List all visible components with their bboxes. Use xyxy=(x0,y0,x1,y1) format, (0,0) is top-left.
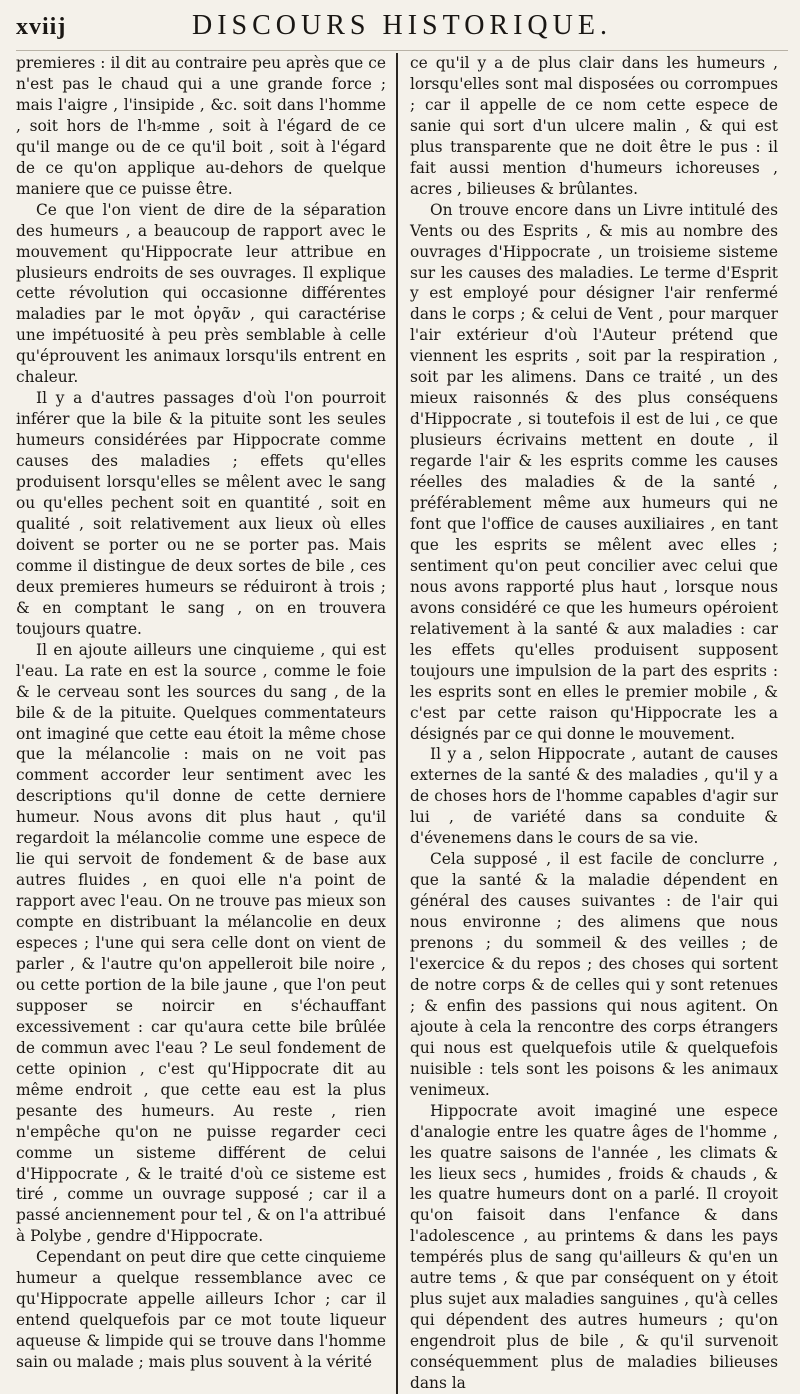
paragraph: Hippocrate avoit imaginé une espece d'analogie entre les quatre âges de l'homme , les quatre saisons de l'année , les climats & les lieux secs , humides , froids & chauds , & les quatre humeurs dont on a parlé. Il croyoit qu'on faisoit dans l'enfance & dans l'adolescence , au printems & dans les pays tempérés plus de sang qu'ailleurs & qu'en un autre tems , & que par conséquent on y étoit plus sujet aux maladies sanguines , qu'à celles qui dépendent des autres humeurs ; qu'on engendroit plus de bile , & qu'il survenoit conséquemment plus de maladies bilieuses dans la xyxy=(410,1101,778,1393)
right-column xyxy=(400,53,778,1394)
column-divider xyxy=(396,53,398,1394)
paragraph: Cela supposé , il est facile de conclurre , que la santé & la maladie dépendent en général des causes suivantes : de l'air qui nous environne ; des alimens que nous prenons ; du sommeil & des veilles ; de l'exercice & du repos ; des choses qui sortent de notre corps & de celles qui y sont retenues ; & enfin des passions qui nous agitent. On ajoute à cela la rencontre des corps étrangers qui nous est quelquefois utile & quelquefois nuisible : tels sont les poisons & les animaux venimeux. xyxy=(410,850,778,1099)
left-column xyxy=(16,53,394,1394)
page-header xyxy=(16,10,788,51)
text-columns xyxy=(16,53,788,1394)
page-number: xviij xyxy=(16,14,67,40)
paragraph: Cependant on peut dire que cette cinquieme humeur a quelque ressemblance avec ce qu'Hippocrate appelle ailleurs Ichor ; car il entend quelquefois par ce mot toute liqueur aqueuse & limpide qui se trouve dans l'homme sain ou malade ; mais plus souvent à la vérité xyxy=(16,1248,386,1372)
paragraph: Il y a , selon Hippocrate , autant de causes externes de la santé & des maladies , qu'il y a de choses hors de l'homme capables d'agir sur lui , de variété dans sa conduite & d'évenemens dans le cours de sa vie. xyxy=(410,745,778,848)
paragraph: On trouve encore dans un Livre intitulé des Vents ou des Esprits , & mis au nombre des ouvrages d'Hippocrate , un troisieme sisteme sur les causes des maladies. Le terme d'Esprit y est employé pour désigner l'air renfermé dans le corps ; & celui de Vent , pour marquer l'air extérieur d'où l'Auteur prétend que viennent les esprits , soit par la respiration , soit par les alimens. Dans ce traité , un des mieux raisonnés & des plus conséquens d'Hippocrate , si toutefois il est de lui , ce que plusieurs écrivains mettent en doute , il regarde l'air & les esprits comme les causes réelles des maladies & de la santé , préférablement même aux humeurs qui ne font que l'office de causes auxiliaires , en tant que les esprits se mêlent avec elles ; sentiment qu'on peut concilier avec celui que nous avons rapporté plus haut , lorsque nous avons considéré ce que les humeurs opéroient relativement à la santé & aux maladies : car les effets qu'elles produisent supposent toujours une impulsion de la part des esprits : les esprits sont en elles le premier mobile , & c'est par cette raison qu'Hippocrate les a désignés par ce qui donne le mouvement. xyxy=(410,200,778,743)
paragraph: Ce que l'on vient de dire de la séparation des humeurs , a beaucoup de rapport avec le mouvement qu'Hippocrate leur attribue en plusieurs endroits de ses ouvrages. Il explique cette révolution qui occasionne différentes maladies par le mot ὀργᾶν , qui caractérise une impétuosité à peu près semblable à celle qu'éprouvent les animaux lorsqu'ils entrent en chaleur. xyxy=(16,200,386,387)
paragraph: premieres : il dit au contraire peu après que ce n'est pas le chaud qui a une grande force ; mais l'aigre , l'insipide , &c. soit dans l'homme , soit hors de l'h⸗mme , soit à l'égard de ce qu'il mange ou de ce qu'il boit , soit à l'égard de ce qu'on applique au-dehors de quelque maniere que ce puisse être. xyxy=(16,54,386,198)
paragraph: ce qu'il y a de plus clair dans les humeurs , lorsqu'elles sont mal disposées ou corrompues ; car il appelle de ce nom cette espece de sanie qui sort d'un ulcere malin , & qui est plus transparente que ne doit être le pus : il fait aussi mention d'humeurs ichoreuses , acres , bilieuses & brûlantes. xyxy=(410,54,778,198)
paragraph: Il en ajoute ailleurs une cinquieme , qui est l'eau. La rate en est la source , comme le foie & le cerveau sont les sources du sang , de la bile & de la pituite. Quelques commentateurs ont imaginé que cette eau étoit la même chose que la mélancolie : mais on ne voit pas comment accorder leur sentiment avec les descriptions qu'il donne de cette derniere humeur. Nous avons dit plus haut , qu'il regardoit la mélancolie comme une espece de lie qui servoit de fondement & de base aux autres fluides , en quoi elle n'a point de rapport avec l'eau. On ne trouve pas mieux son compte en distribuant la mélancolie en deux especes ; l'une qui sera celle dont on vient de parler , & l'autre qu'on appelleroit bile noire , ou cette portion de la bile jaune , que l'on peut supposer se noircir en s'échauffant excessivement : car qu'aura cette bile brûlée de commun avec l'eau ? Le seul fondement de cette opinion , c'est qu'Hippocrate dit au même endroit , que cette eau est la plus pesante des humeurs. Au reste , rien n'empêche qu'on ne puisse regarder ceci comme un sisteme différent de celui d'Hippocrate , & le traité d'où ce sisteme est tiré , comme un ouvrage supposé ; car il a passé anciennement pour tel , & on l'a attribué à Polybe , gendre d'Hippocrate. xyxy=(16,640,386,1246)
paragraph: Il y a d'autres passages d'où l'on pourroit inférer que la bile & la pituite sont les seules humeurs considérées par Hippocrate comme causes des maladies ; effets qu'elles produisent lorsqu'elles se mêlent avec le sang ou qu'elles pechent soit en quantité , soit en qualité , soit relativement aux lieux où elles doivent se porter ou ne se porter pas. Mais comme il distingue de deux sortes de bile , ces deux premieres humeurs se réduiront à trois ; & en comptant le sang , on en trouvera toujours quatre. xyxy=(16,389,386,638)
running-title: DISCOURS HISTORIQUE. xyxy=(192,10,612,41)
